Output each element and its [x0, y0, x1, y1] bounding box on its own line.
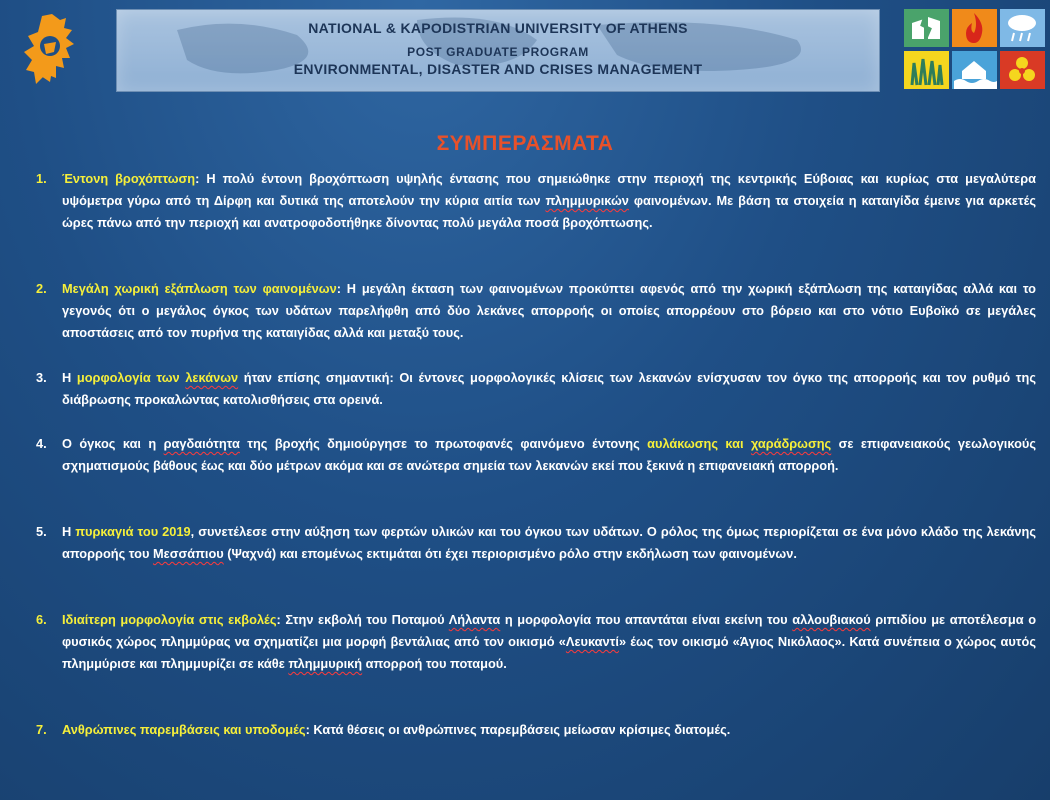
list-item: [36, 521, 1036, 609]
item-text: (Ψαχνά) και επομένως εκτιμάται ότι έχει περιορισμένο ρόλο στην εκδήλωση των φαινομένων.: [223, 546, 797, 561]
item-highlight-flagged: λεκάνων: [185, 370, 239, 385]
item-highlight-flagged: χαράδρωσης: [750, 436, 832, 451]
storm-icon: [1000, 9, 1045, 47]
list-item: [36, 433, 1036, 521]
item-text: απορροή του ποταμού.: [362, 656, 507, 671]
item-lead: Έντονη βροχόπτωση: [62, 171, 196, 186]
item-number: 1.: [36, 171, 47, 186]
item-text-flagged: αλλουβιακού: [792, 612, 871, 627]
item-text: η μορφολογία που απαντάται είναι εκείνη του: [500, 612, 793, 627]
drought-icon: [904, 51, 949, 89]
item-text: ήταν επίσης σημαντική: Οι έντονες μορφολογικές κλίσεις των λεκανών ενίσχυσαν τον όγκο της απορροής και τον ρυθμό της διάβρωσης προκαλώντας κατολισθήσεις στα ορεινά.: [62, 370, 1036, 407]
item-number: 7.: [36, 722, 47, 737]
item-text: , συνετέλεσε στην αύξηση των φερτών υλικών και του όγκου των υδάτων. Ο ρόλος της όμως περιορίζεται σε ένα μόνο κλάδο της λεκάνης απορροής του: [62, 524, 1036, 561]
item-number: 2.: [36, 281, 47, 296]
conclusions-list: [36, 168, 1036, 741]
item-text: » έως τον οικισμό «Άγιος Νικόλαος». Κατά συνέπεια ο χώρος αυτός πλημμύρισε και πλημμυρίζει σε κάθε: [62, 634, 1036, 671]
item-text: ριπιδίου με αποτέλεσμα ο φυσικός χώρος πλημμύρας να σχηματίζει μια μορφή βεντάλιας από τον οικισμό «: [62, 612, 1037, 649]
list-item: [36, 168, 1036, 278]
item-number: 6.: [36, 612, 47, 627]
item-text-flagged: πλημμυρικών: [545, 193, 629, 208]
program-label: POST GRADUATE PROGRAM: [407, 45, 589, 59]
hazard-icons: [904, 9, 1046, 91]
item-text: σε επιφανειακούς γεωλογικούς σχηματισμούς βάθους έως και δύο μέτρων ακόμα και σε ανώτερα σημεία των λεκανών εκεί που ξεκινά η επιφανειακή απορροή.: [62, 436, 1036, 473]
item-highlight: μορφολογία των: [76, 370, 186, 385]
item-text-flagged: πλημμυρική: [288, 656, 363, 671]
item-text: της βροχής δημιούργησε το πρωτοφανές φαινόμενο έντονης: [239, 436, 648, 451]
item-text: : Στην εκβολή του Ποταμού: [276, 612, 449, 627]
item-number: 4.: [36, 436, 47, 451]
item-text: : Η μεγάλη έκταση των φαινομένων προκύπτει αφενός από την χωρική εξάπλωση της καταιγίδας αλλά και το γεγονός ότι ο μεγάλος όγκος των υδάτων παρελήφθη από δύο λεκάνες απορροής οι οποίες απορρέουν στο βόρειο και στο νότιο Ευβοϊκό σε μεγάλες αποστάσεις από τον πυρήνα της καταιγίδας αλλά και μεταξύ τους.: [62, 281, 1036, 340]
fire-icon: [952, 9, 997, 47]
earthquake-icon: [904, 9, 949, 47]
item-text: : Κατά θέσεις οι ανθρώπινες παρεμβάσεις μείωσαν κρίσιμες διατομές.: [305, 722, 731, 737]
item-text-flagged: Μεσσάπιου: [152, 546, 224, 561]
university-name: NATIONAL & KAPODISTRIAN UNIVERSITY OF ATHENS: [308, 20, 688, 36]
list-item: [36, 609, 1036, 719]
item-text: φαινομένων. Με βάση τα στοιχεία η καταιγίδα έμεινε για αρκετές ώρες πάνω από την περιοχή και ανατροφοδοτήθηκε δίνοντας πολύ μεγάλα ποσά βροχόπτωσης.: [62, 193, 1036, 230]
university-banner: [116, 9, 880, 92]
item-text: : Η πολύ έντονη βροχόπτωση υψηλής έντασης που σημειώθηκε στην περιοχή της κεντρικής Εύβοιας και κυρίως στα μεγαλύτερα υψόμετρα γύρω από τη Δίρφη και δυτικά της αποτελούν την κύρια αιτία των: [62, 171, 1036, 208]
list-item: [36, 278, 1036, 367]
flood-icon: [952, 51, 997, 89]
item-lead: Ανθρώπινες παρεμβάσεις και υποδομές: [62, 722, 306, 737]
item-lead: Ιδιαίτερη μορφολογία στις εκβολές: [62, 612, 277, 627]
page-title: ΣΥΜΠΕΡΑΣΜΑΤΑ: [436, 132, 614, 155]
item-highlight: πυρκαγιά του 2019: [75, 524, 191, 539]
list-item: [36, 367, 1036, 433]
athena-head-icon: [22, 12, 80, 88]
item-text-flagged: Λευκαντί: [565, 634, 619, 649]
item-number: 5.: [36, 524, 47, 539]
item-highlight: αυλάκωσης και: [647, 436, 751, 451]
item-text-flagged: ραγδαιότητα: [163, 436, 240, 451]
item-text: Η: [62, 370, 77, 385]
item-text: Η: [62, 524, 76, 539]
item-number: 3.: [36, 370, 47, 385]
biohazard-icon: [1000, 51, 1045, 89]
item-lead: Μεγάλη χωρική εξάπλωση των φαινομένων: [62, 281, 337, 296]
list-item: [36, 719, 1036, 741]
item-text-flagged: Λήλαντα: [448, 612, 501, 627]
item-text: Ο όγκος και η: [62, 436, 164, 451]
program-name: ENVIRONMENTAL, DISASTER AND CRISES MANAGEMENT: [293, 61, 703, 77]
